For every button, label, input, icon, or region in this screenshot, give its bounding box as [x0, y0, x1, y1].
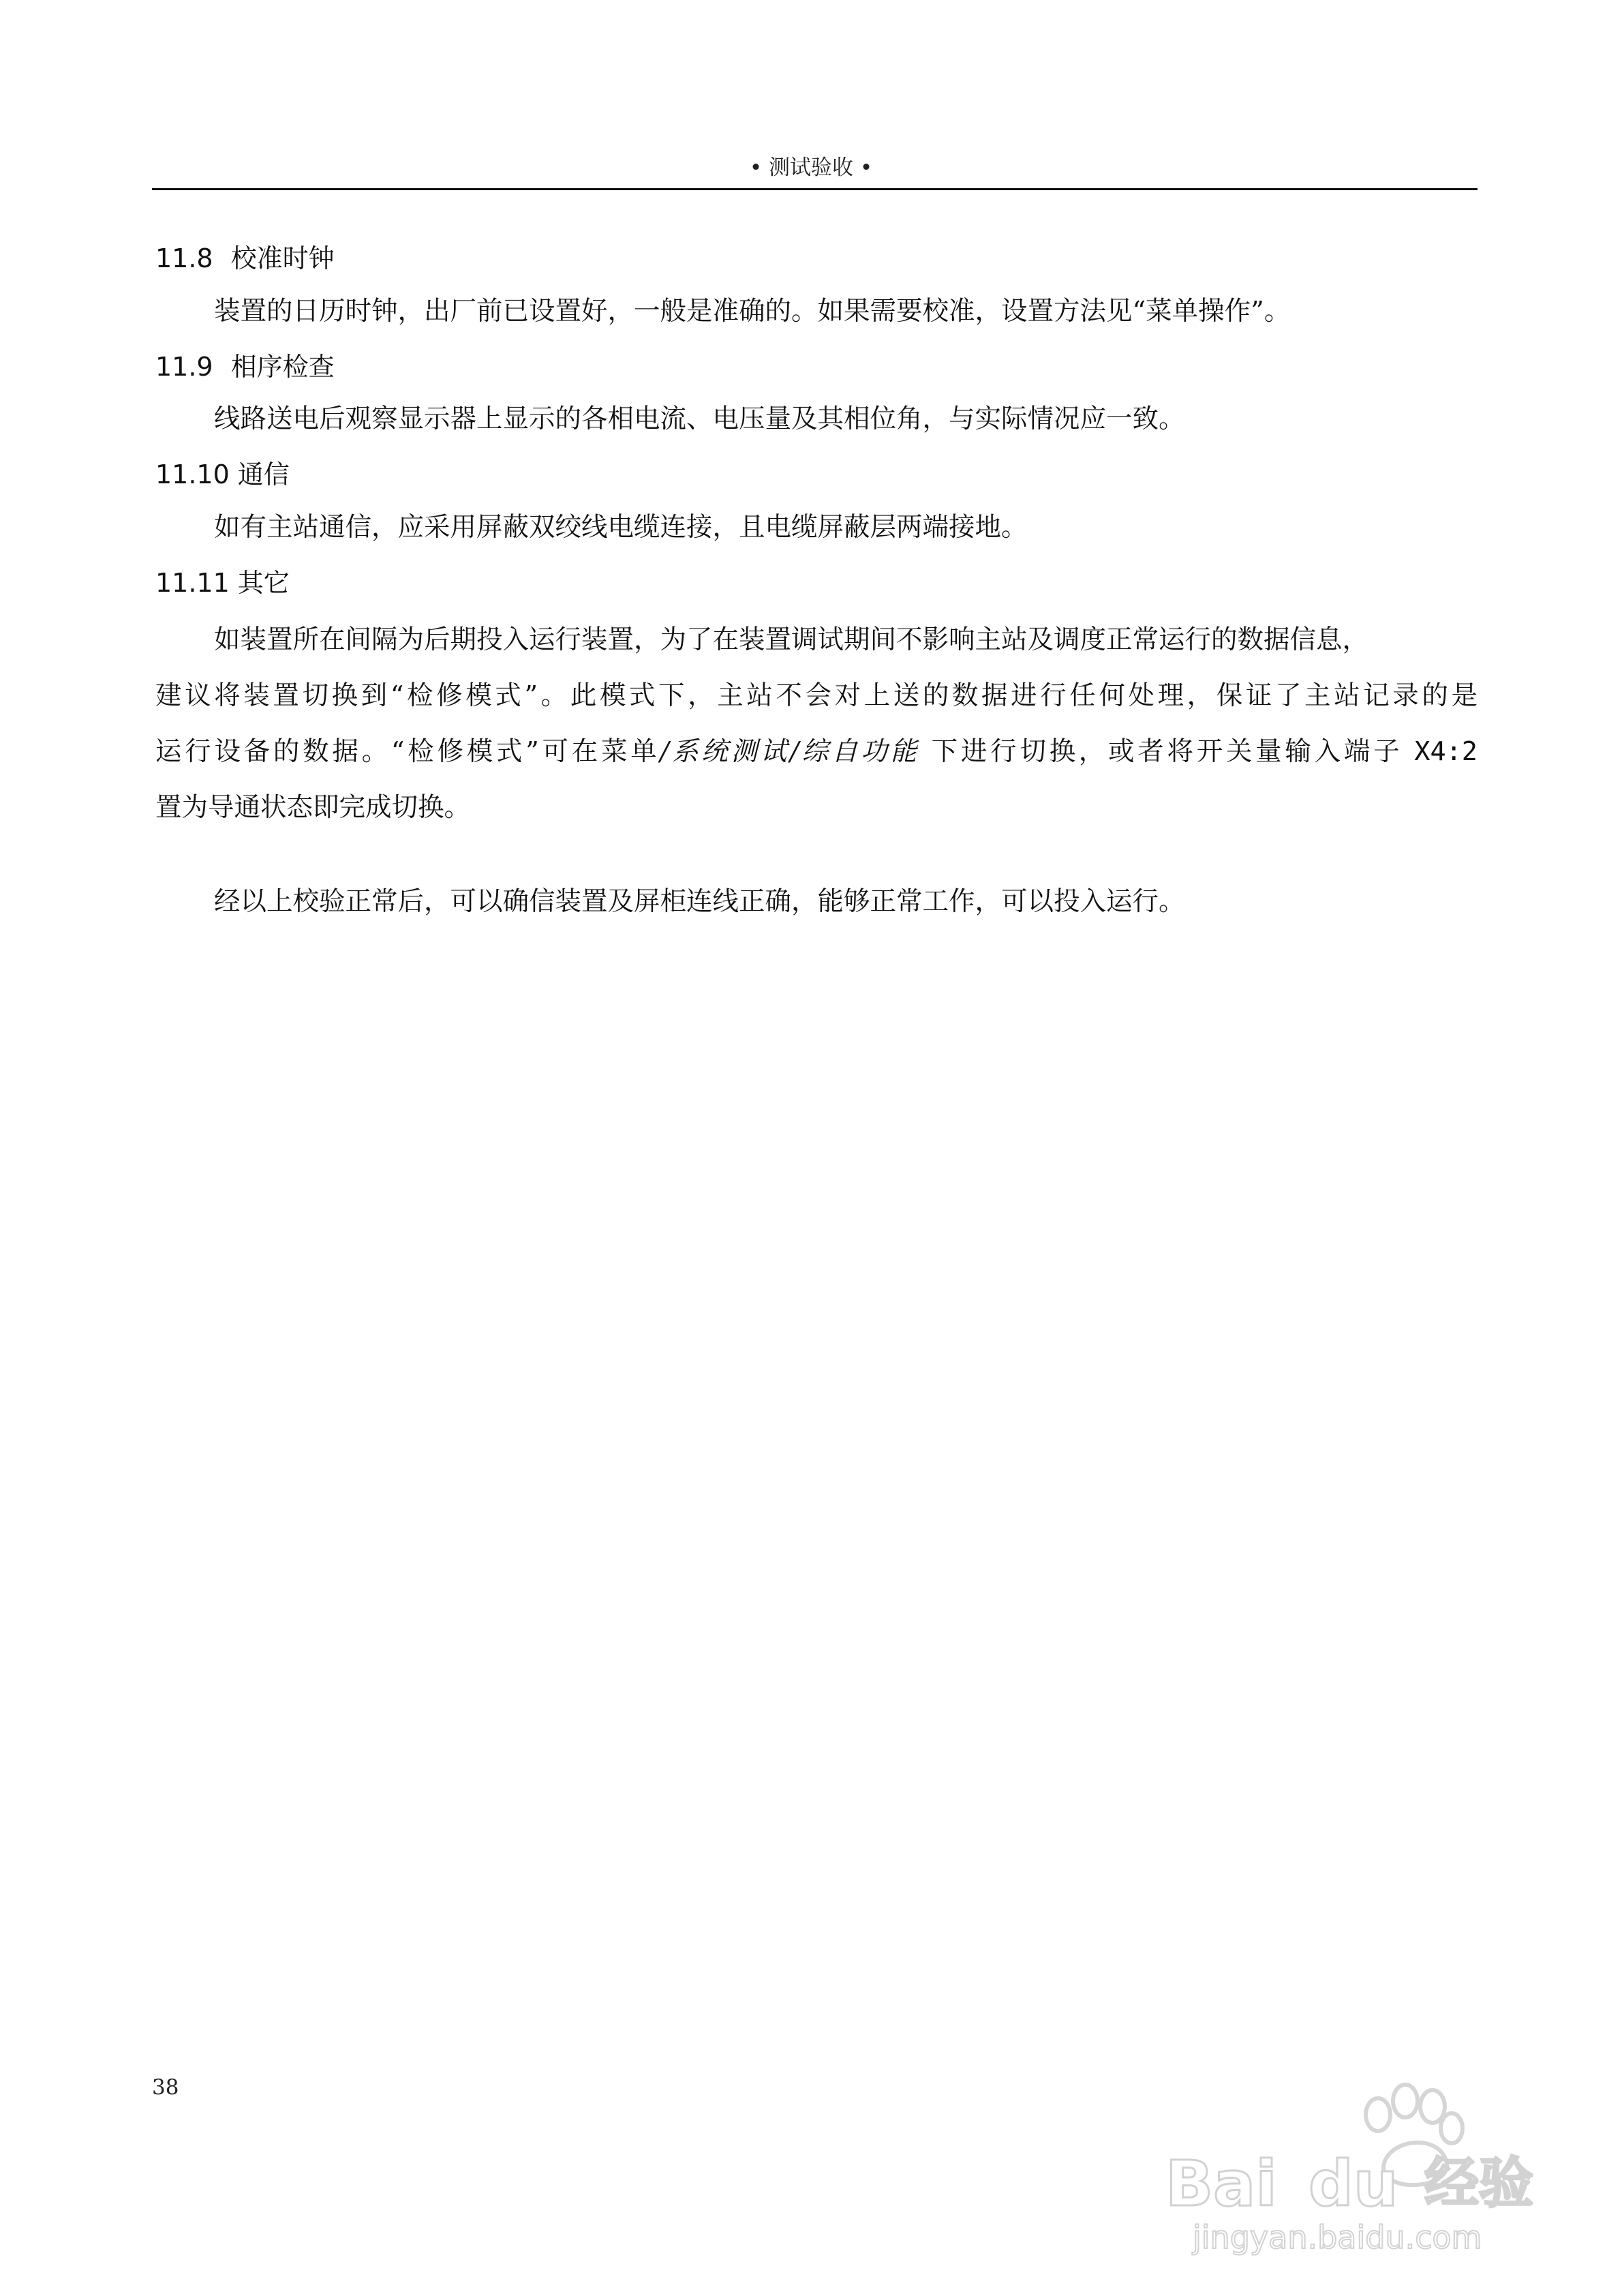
- watermark-brand-tail: du: [1309, 2147, 1398, 2220]
- section-number: 11.9: [155, 352, 213, 382]
- section-text-11-9: 线路送电后观察显示器上显示的各相电流、电压量及其相位角，与实际情况应一致。: [214, 404, 1185, 434]
- page-number: 38: [152, 2075, 179, 2100]
- section-heading-11-10: [155, 457, 290, 492]
- section-title: 校准时钟: [230, 243, 335, 273]
- section-heading-11-11: [155, 566, 290, 600]
- section-number: 11.10: [155, 459, 230, 489]
- section-text-11-10: 如有主站通信，应采用屏蔽双绞线电缆连接，且电缆屏蔽层两端接地。: [214, 512, 1028, 543]
- header-rule: [152, 188, 1478, 190]
- section-heading-11-8: [155, 241, 335, 275]
- section-number: 11.8: [155, 243, 213, 273]
- paragraph-line: [155, 724, 1478, 780]
- section-text-11-11: [155, 612, 1478, 836]
- watermark-cn: 经验: [1424, 2151, 1533, 2215]
- section-title: 其它: [237, 568, 290, 598]
- paragraph-line: 建议将装置切换到“检修模式”。此模式下，主站不会对上送的数据进行任何处理，保证了主站记录的是: [155, 680, 1478, 711]
- watermark-url: jingyan.baidu.com: [1193, 2219, 1482, 2256]
- terminal-label: X4:2: [1414, 736, 1478, 767]
- section-number: 11.11: [155, 568, 230, 598]
- paragraph-line: 如装置所在间隔为后期投入运行装置，为了在装置调试期间不影响主站及调度正常运行的数据信息，: [214, 624, 1369, 655]
- section-text-11-8: 装置的日历时钟，出厂前已设置好，一般是准确的。如果需要校准，设置方法见“菜单操作”。: [214, 296, 1291, 327]
- menu-path: /系统测试/综自功能: [660, 736, 920, 767]
- watermark-brand: Bai: [1165, 2147, 1277, 2220]
- conclusion-text: 经以上校验正常后，可以确信装置及屏柜连线正确，能够正常工作，可以投入运行。: [214, 886, 1185, 917]
- section-title: 相序检查: [230, 352, 335, 382]
- baidu-jingyan-watermark: [1152, 2052, 1561, 2256]
- section-title: 通信: [237, 459, 290, 489]
- paragraph-line: 置为导通状态即完成切换。: [155, 792, 471, 823]
- line-text-tail: 下进行切换，或者将开关量输入端子: [919, 736, 1415, 767]
- section-heading-11-9: [155, 350, 335, 384]
- running-header: • 测试验收 •: [749, 155, 873, 180]
- line-text: 运行设备的数据。“检修模式”可在菜单: [155, 736, 660, 767]
